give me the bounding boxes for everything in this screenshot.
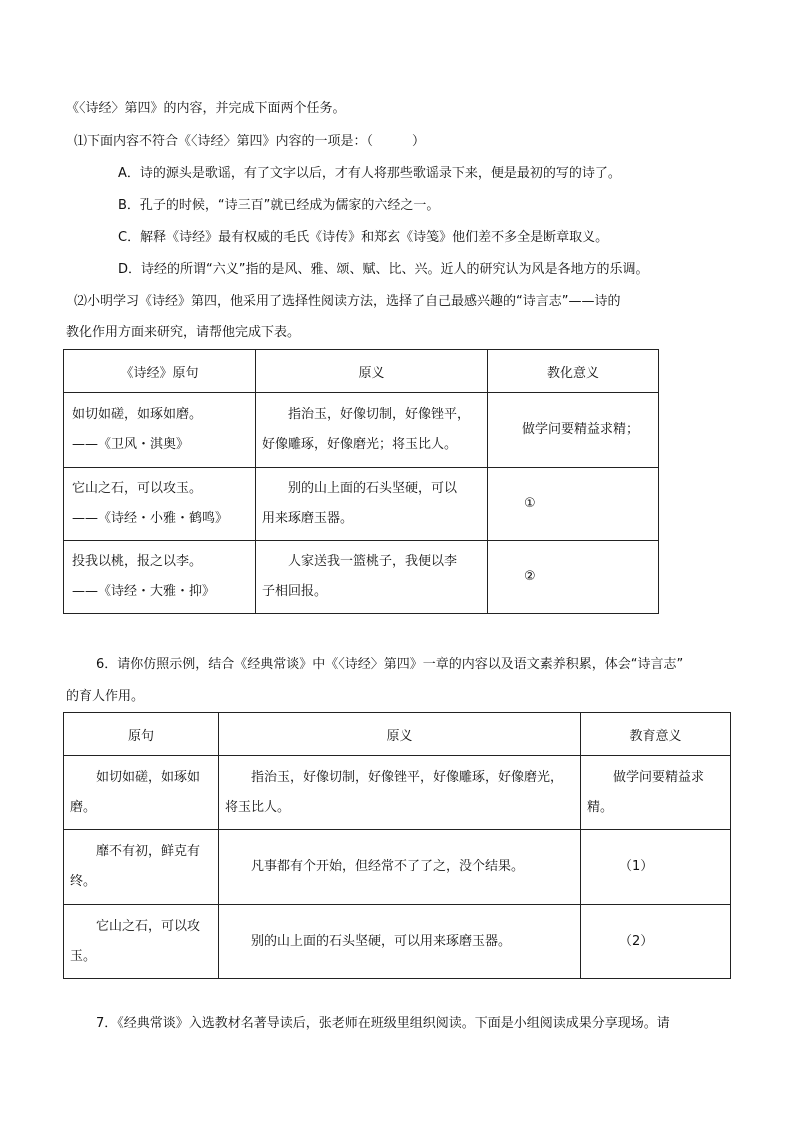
- header-meaning: 原义: [219, 713, 581, 756]
- significance-text: 做学问要精益求精；: [522, 422, 640, 437]
- original-source: ——《诗经・大雅・抑》: [72, 584, 216, 599]
- meaning-line: 别的山上面的石头坚硬，可以: [288, 481, 458, 496]
- original-line: 终。: [70, 874, 97, 889]
- q1-stem: ⑴下面内容不符合《〈诗经〉第四》内容的一项是：（ ）: [74, 134, 426, 149]
- meaning-line: 别的山上面的石头坚硬，可以用来琢磨玉器。: [251, 933, 512, 949]
- q2-line-2: 教化作用方面来研究，请帮他完成下表。: [66, 325, 301, 340]
- meaning-line: 凡事都有个开始，但经常不了了之，没个结果。: [251, 859, 525, 874]
- table-row: [64, 468, 659, 541]
- table-poem-meaning: [63, 349, 659, 614]
- q1-option-c: C．解释《诗经》最有权威的毛氏《诗传》和郑玄《诗笺》他们差不多全是断章取义。: [118, 230, 609, 245]
- meaning-line: 子相回报。: [262, 584, 328, 599]
- q6-line-2: 的育人作用。: [66, 689, 145, 704]
- original-line: 投我以桃，报之以李。: [72, 554, 203, 569]
- original-line: 它山之石，可以攻玉。: [72, 481, 203, 496]
- education-line: 做学问要精益求: [613, 769, 705, 785]
- header-meaning: 原义: [256, 350, 488, 393]
- q2-line-1: ⑵小明学习《诗经》第四，他采用了选择性阅读方法，选择了自己最感兴趣的“诗言志”——诗的: [74, 294, 621, 309]
- table-row: [64, 393, 659, 468]
- meaning-line: 好像雕琢，好像磨光；将玉比人。: [262, 437, 458, 452]
- original-line: 靡不有初，鲜克有: [96, 844, 201, 859]
- answer-blank-1: （1）: [619, 859, 654, 874]
- answer-blank-2: （2）: [619, 933, 654, 949]
- meaning-line: 用来琢磨玉器。: [262, 511, 354, 526]
- meaning-line: 指治玉，好像切制，好像锉平，好像雕琢，好像磨光，: [251, 769, 564, 785]
- table-row: [64, 830, 731, 905]
- original-line: 磨。: [70, 799, 97, 815]
- meaning-line: 将玉比人。: [225, 799, 291, 815]
- table-row: [64, 756, 731, 830]
- header-significance: 教化意义: [488, 350, 659, 393]
- header-original: 原句: [64, 713, 219, 756]
- original-source: ——《诗经・小雅・鹤鸣》: [72, 511, 229, 526]
- table-header-row: [64, 713, 731, 756]
- table-education-meaning: [63, 712, 731, 979]
- q1-option-d: D．诗经的所谓“六义”指的是风、雅、颂、赋、比、兴。近人的研究认为风是各地方的乐调。: [118, 262, 649, 277]
- meaning-line: 人家送我一篮桃子，我便以李: [288, 554, 458, 569]
- header-education: 教育意义: [581, 713, 731, 756]
- answer-blank-2: ②: [524, 569, 536, 584]
- table-row: [64, 541, 659, 614]
- answer-blank-1: ①: [524, 496, 536, 511]
- education-line: 精。: [587, 799, 614, 815]
- q6-line-1: 6．请你仿照示例，结合《经典常谈》中《〈诗经〉第四》一章的内容以及语文素养积累，体会“诗言志”: [96, 657, 684, 672]
- header-original: 《诗经》原句: [64, 350, 256, 393]
- original-line: 如切如磋，如琢如: [96, 769, 201, 785]
- original-line: 玉。: [70, 948, 97, 964]
- table-row: [64, 905, 731, 979]
- original-line: 如切如磋，如琢如磨。: [72, 407, 203, 422]
- q1-option-b: B．孔子的时候，“诗三百”就已经成为儒家的六经之一。: [118, 198, 440, 213]
- intro-text: 《〈诗经〉第四》的内容，并完成下面两个任务。: [66, 101, 346, 116]
- original-line: 它山之石，可以攻: [96, 918, 201, 934]
- meaning-line: 指治玉，好像切制，好像锉平，: [288, 407, 471, 422]
- q7-text: 7．《经典常谈》入选教材名著导读后，张老师在班级里组织阅读。下面是小组阅读成果分享现场。请: [96, 1016, 670, 1031]
- original-source: ——《卫风・淇奥》: [72, 437, 190, 452]
- table-header-row: [64, 350, 659, 393]
- q1-option-a: A．诗的源头是歌谣，有了文字以后，才有人将那些歌谣录下来，便是最初的写的诗了。: [118, 166, 621, 181]
